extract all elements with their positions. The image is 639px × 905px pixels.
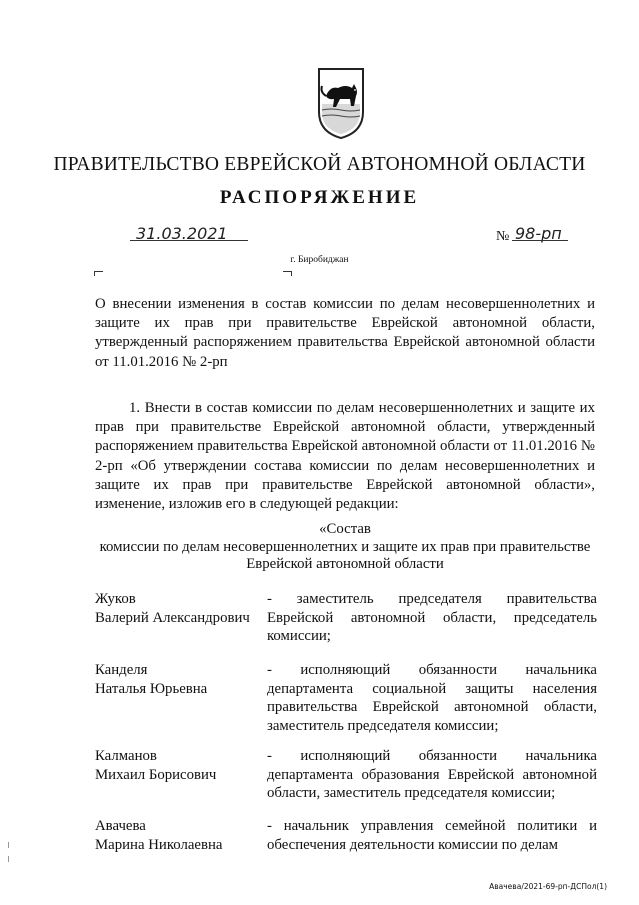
number-underline	[512, 240, 568, 241]
member-surname: Жуков	[95, 591, 136, 607]
city-name: г. Биробиджан	[290, 255, 349, 265]
number-label: №	[496, 229, 510, 244]
member-surname: Калманов	[95, 748, 157, 764]
member-given-names: Валерий Александрович	[95, 609, 250, 626]
footer-document-code: Авачева/2021-69-рп-ДСПол(1)	[489, 882, 607, 891]
composition-title-line-1: «Состав	[319, 521, 371, 537]
composition-title-line-3: Еврейской автономной области	[246, 556, 444, 572]
member-role: - заместитель председателя правительства Еврейской автономной области, председатель комиссии;	[267, 591, 597, 645]
subject-corner-right	[283, 271, 292, 276]
government-title: ПРАВИТЕЛЬСТВО ЕВРЕЙСКОЙ АВТОНОМНОЙ ОБЛАСТИ	[53, 154, 586, 175]
coat-of-arms-emblem	[316, 66, 366, 140]
member-role: - исполняющий обязанности начальника департамента образования Еврейской автономной области, заместитель председателя комиссии;	[267, 748, 597, 802]
member-name	[95, 590, 265, 627]
member-surname: Авачева	[95, 818, 146, 834]
scan-margin-mark	[8, 856, 9, 862]
member-role: - начальник управления семейной политики и обеспечения деятельности комиссии по делам	[267, 818, 597, 853]
member-given-names: Михаил Борисович	[95, 766, 217, 783]
document-subject: О внесении изменения в состав комиссии по делам несовершеннолетних и защите их прав при правительстве Еврейской автономной области, утвержденный распоряжением правительства Еврейской автономной области от 11.01.2016 № 2-рп	[95, 296, 595, 370]
scan-margin-mark	[8, 842, 9, 848]
body-paragraph-1: 1. Внести в состав комиссии по делам несовершеннолетних и защите их прав при правительстве Еврейской автономной области, утвержденный распоряжением правительства Еврейской автономной области от 11.01.2016 № 2-рп «Об утверждении состава комиссии по делам несовершеннолетних и защите их прав при правительстве Еврейской автономной области», изменение, изложив его в следующей редакции:	[95, 400, 595, 513]
member-surname: Канделя	[95, 662, 148, 678]
member-name	[95, 747, 265, 784]
composition-title-line-2: комиссии по делам несовершеннолетних и защите их прав при правительстве	[99, 538, 591, 555]
date-underline	[130, 240, 248, 241]
member-name	[95, 661, 265, 698]
handwritten-number: 98-рп	[515, 224, 562, 243]
handwritten-date: 31.03.2021	[136, 224, 228, 243]
subject-corner-left	[94, 271, 103, 276]
member-given-names: Наталья Юрьевна	[95, 680, 208, 697]
member-given-names: Марина Николаевна	[95, 836, 223, 853]
member-role: - исполняющий обязанности начальника департамента социальной защиты населения правительства Еврейской автономной области, заместитель председателя комиссии;	[267, 662, 597, 734]
composition-title	[95, 521, 595, 574]
document-type-heading: РАСПОРЯЖЕНИЕ	[219, 187, 420, 208]
member-name	[95, 817, 265, 854]
